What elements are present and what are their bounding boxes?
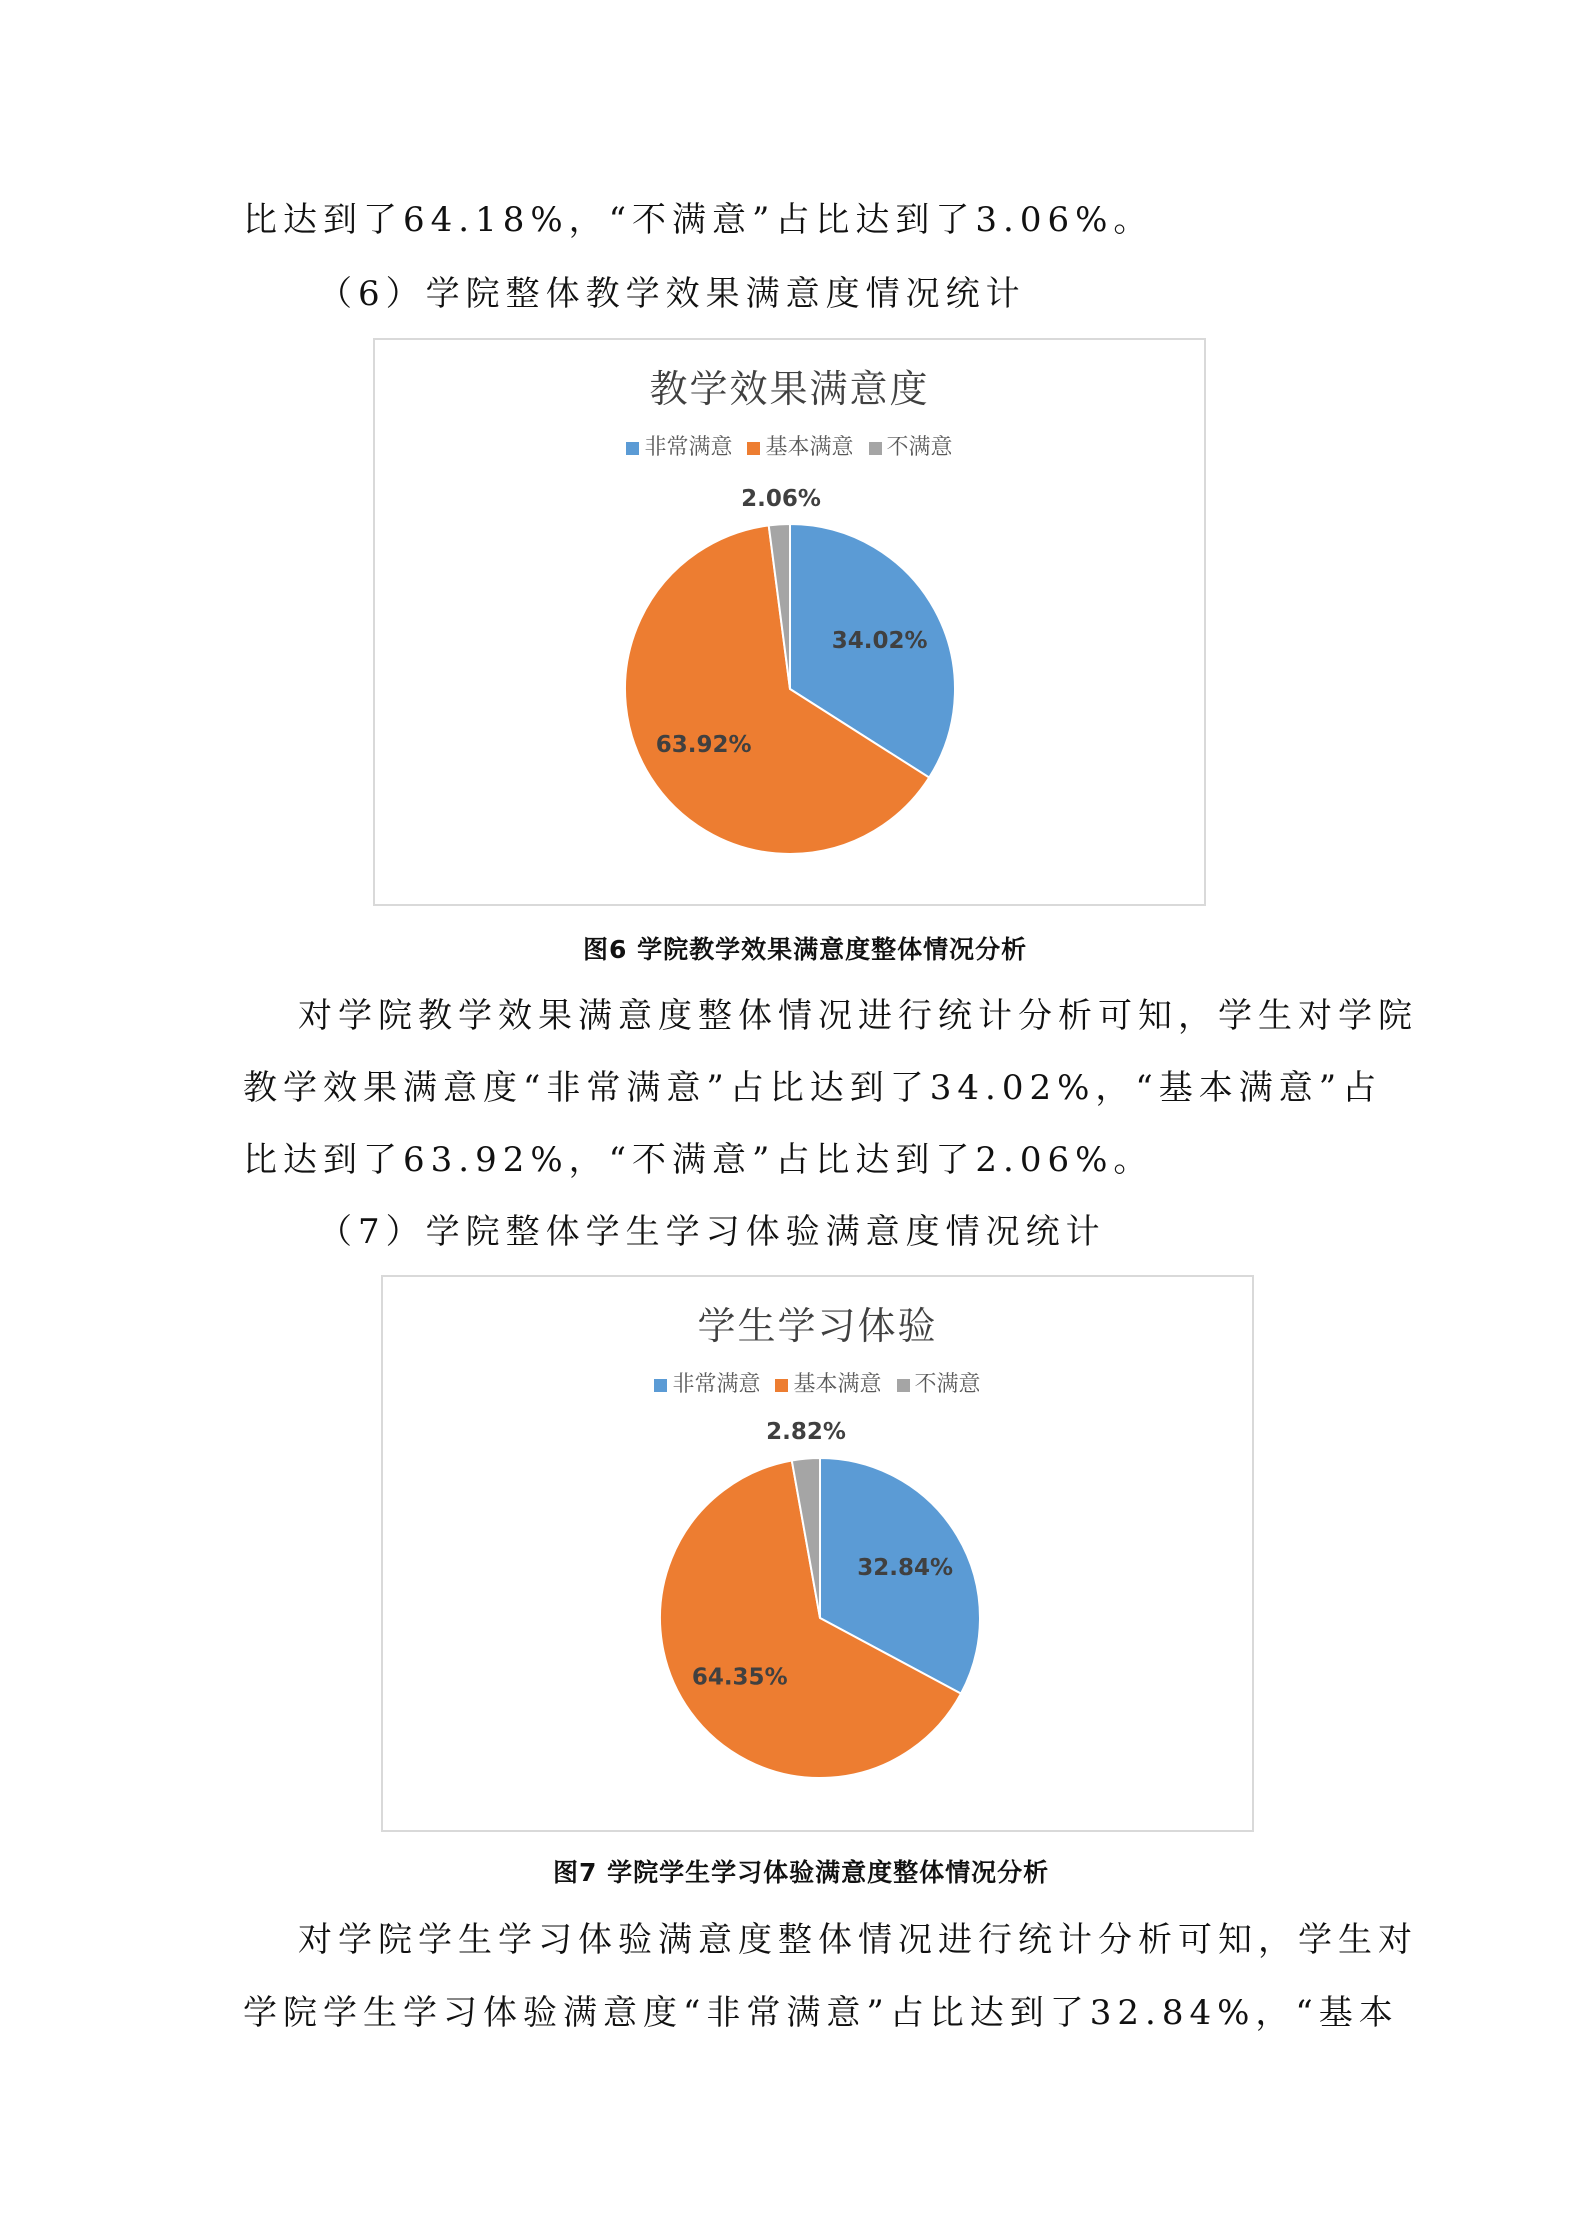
body-line: 比达到了63.92%，“不满意”占比达到了2.06%。 (243, 1140, 1154, 1180)
pie-chart (375, 340, 1204, 904)
chart-title: 学生学习体验 (697, 1304, 938, 1348)
legend-label: 基本满意 (793, 1372, 882, 1397)
data-label: 2.06% (741, 486, 821, 512)
legend-label: 不满意 (886, 435, 953, 460)
figure-caption-7: 图7 学院学生学习体验满意度整体情况分析 (553, 1858, 1050, 1887)
legend-label: 不满意 (914, 1372, 981, 1397)
data-label: 2.82% (766, 1419, 846, 1445)
legend-label: 非常满意 (644, 435, 733, 460)
data-label: 64.35% (691, 1664, 788, 1691)
section-heading-7: （7）学院整体学生学习体验满意度情况统计 (318, 1212, 1106, 1252)
body-line: 比达到了64.18%，“不满意”占比达到了3.06%。 (243, 200, 1154, 240)
chart-title: 教学效果满意度 (649, 367, 930, 411)
legend-label: 基本满意 (765, 435, 854, 460)
data-label: 63.92% (655, 731, 752, 758)
chart-teaching-effect (373, 338, 1206, 906)
section-heading-6: （6）学院整体教学效果满意度情况统计 (318, 274, 1026, 314)
pie-chart (383, 1277, 1252, 1830)
data-label: 32.84% (857, 1555, 954, 1582)
legend-label: 非常满意 (672, 1372, 761, 1397)
body-line: 对学院学生学习体验满意度整体情况进行统计分析可知，学生对 (298, 1920, 1418, 1960)
body-line: 学院学生学习体验满意度“非常满意”占比达到了32.84%，“基本 (243, 1993, 1399, 2033)
body-line: 对学院教学效果满意度整体情况进行统计分析可知，学生对学院 (298, 996, 1418, 1036)
body-line: 教学效果满意度“非常满意”占比达到了34.02%，“基本满意”占 (243, 1068, 1383, 1108)
figure-caption-6: 图6 学院教学效果满意度整体情况分析 (583, 935, 1028, 964)
data-label: 34.02% (831, 627, 928, 654)
chart-learning-experience (381, 1275, 1254, 1832)
